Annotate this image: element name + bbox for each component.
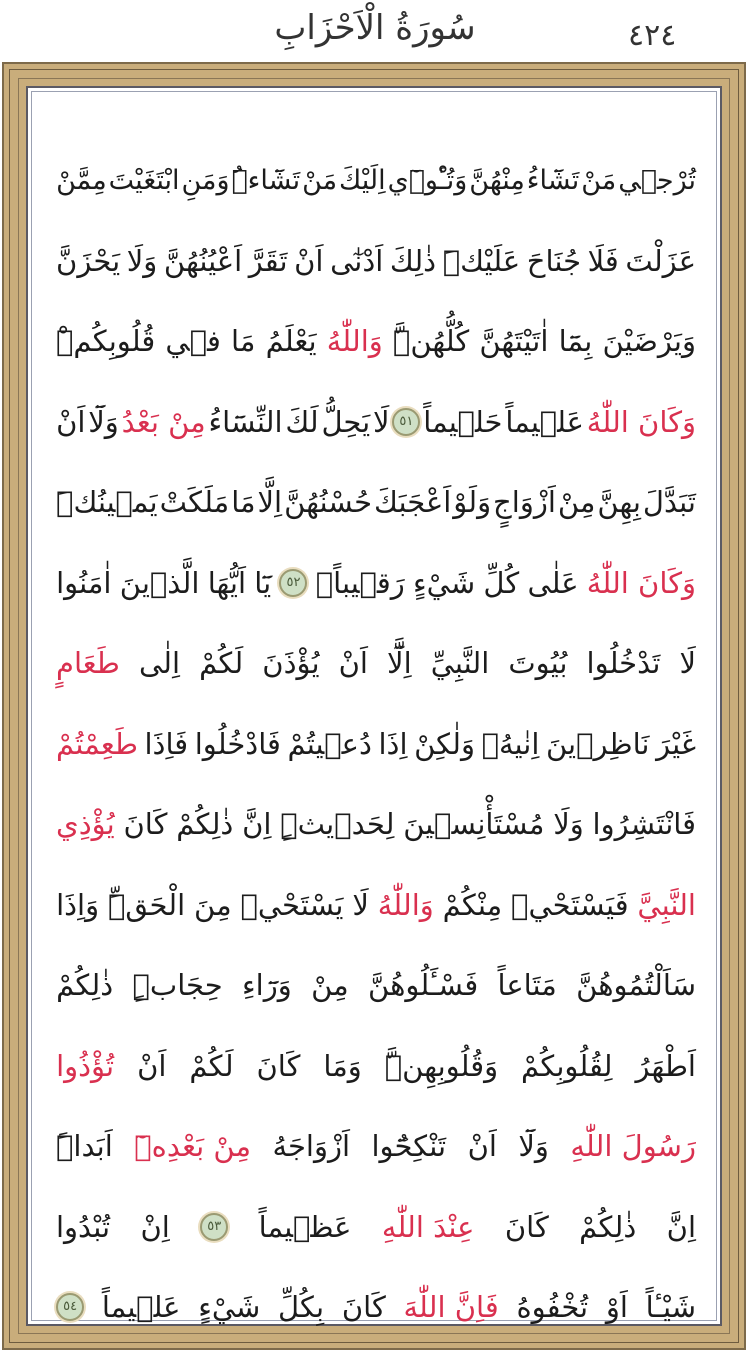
word: اَدْنٰٓى (330, 243, 384, 278)
word: اَنْ (294, 243, 324, 278)
word: الْحَقِّۜ (107, 887, 186, 922)
highlighted-word: النَّبِيَّ (637, 887, 696, 922)
ayah-number-marker: ٥٤ (56, 1293, 84, 1321)
highlighted-word: طَعِمْتُمْ (56, 726, 138, 761)
word: فَيَسْتَحْي۪ (511, 887, 629, 922)
word: مَنْ (302, 164, 338, 196)
word: مِنْكُمْ (442, 887, 503, 922)
word: تَنْكِحُٓوا (371, 1129, 447, 1164)
word: مَتَاعاً (497, 968, 557, 1003)
word: يَحْزَنَّ (56, 243, 121, 278)
word: شَيْـٔاً (645, 1290, 696, 1325)
word: تُخْفُوهُ (516, 1290, 589, 1325)
word: اَنْ (56, 404, 86, 439)
word: وَلَٓا (518, 1129, 549, 1164)
word: حِجَابٍۜ (132, 968, 223, 1003)
word: اَبَداًۜ (56, 1129, 113, 1164)
text-line (56, 140, 696, 221)
word: ذٰلِكُمْ (579, 1209, 637, 1244)
word: تَبَدَّلَ (642, 485, 696, 520)
ayah-number-marker: ٥٣ (200, 1213, 228, 1241)
word: اٰتَيْتَهُنَّ (479, 324, 549, 359)
word: تُرْج۪ي (618, 164, 696, 196)
page-number: ٤٢٤ (628, 18, 677, 53)
word: عَل۪يماً (101, 1290, 181, 1325)
word: اَنْ (338, 646, 368, 681)
word: وَلَا (126, 243, 158, 278)
word: كَانَ (341, 1290, 386, 1325)
word: لَكُمْ (199, 646, 244, 681)
word: لَكَ (285, 404, 319, 439)
word: كَانَ (123, 807, 168, 842)
text-line (56, 784, 696, 865)
word: وَاِذَا (56, 887, 100, 922)
word: عَل۪يماً (505, 404, 584, 439)
word: بِكُلِّ (278, 1290, 325, 1325)
word: يُؤْذَنَ (262, 646, 320, 681)
word: وَمَا (323, 1048, 362, 1083)
word: اِلٰى (138, 646, 181, 681)
word: لَا (373, 404, 390, 439)
word: قُلُوبِكُمْۜ (56, 324, 156, 359)
word: مِنْهُنَّ (469, 164, 525, 196)
word: بُيُوتَ (508, 646, 568, 681)
highlighted-word: طَعَامٍ (56, 646, 120, 681)
word: بِهِنَّ (597, 485, 641, 520)
word: عَزَلْتَ (625, 243, 696, 278)
word: كُلُّهُنَّۜ (392, 324, 470, 359)
word: حُسْنُهُنَّ (284, 485, 373, 520)
word: اَنْ (467, 1129, 497, 1164)
word: يَم۪ينُكَۜ (56, 485, 158, 520)
word: وَلٰكِنْ (414, 726, 475, 761)
word: وَتُـْٔو۪ٓي (387, 164, 468, 196)
text-line (56, 462, 696, 543)
word: بِمَٓا (558, 324, 593, 359)
word: ابْتَغَيْتَ (108, 164, 180, 196)
word: اَعْجَبَكَ (374, 485, 452, 520)
text-line (56, 301, 696, 382)
word: اَنْ (137, 1048, 167, 1083)
word: مَا (231, 485, 256, 520)
text-line (56, 945, 696, 1026)
word: مِنْ (557, 485, 596, 520)
word: تَشَٓاءُ (526, 164, 580, 196)
word: ذٰلِكَ (389, 243, 437, 278)
word: فَلَا (587, 243, 619, 278)
word: اَعْيُنُهُنَّ (163, 243, 243, 278)
word: كُلِّ (483, 565, 520, 600)
page-header (0, 0, 750, 62)
word: اَيُّهَا (207, 565, 247, 600)
word: اِنْ (140, 1209, 170, 1244)
word: لَكُمْ (189, 1048, 234, 1083)
word: شَيْءٍ (198, 1290, 261, 1325)
surah-title: سُورَةُ الْاَحْزَابِ (274, 8, 476, 48)
word: اٰمَنُوا (56, 565, 112, 600)
word: عَلَيْكَۜ (442, 243, 521, 278)
word: يَٓا (254, 565, 272, 600)
word: وَمَنِ (181, 164, 230, 196)
word: ذٰلِكُمْ (56, 968, 114, 1003)
text-line (56, 1026, 696, 1107)
word: مَلَكَتْ (159, 485, 230, 520)
word: فَسْـَٔلُوهُنَّ (368, 968, 479, 1003)
word: وَلَا (553, 807, 584, 842)
highlighted-word: يُؤْذِي (56, 807, 115, 842)
ayah-number-marker: ٥٢ (279, 569, 307, 597)
text-line (56, 865, 696, 946)
word: عَلٰى (527, 565, 579, 600)
word: وَيَرْضَيْنَ (602, 324, 696, 359)
word: عَظ۪يماً (258, 1209, 352, 1244)
text-line (56, 1187, 696, 1268)
text-line (56, 1267, 696, 1348)
highlighted-word: وَكَانَ اللّٰهُ (586, 565, 696, 600)
word: ذٰلِكُمْ (176, 807, 234, 842)
word: مَنْ (581, 164, 617, 196)
word: النَّبِيِّ (430, 646, 490, 681)
word: ف۪ي (165, 324, 221, 359)
word: وَلَوْ (453, 485, 492, 520)
quran-text-block (56, 140, 696, 1348)
word: اَطْهَرُ (635, 1048, 696, 1083)
word: حَل۪يماً (423, 404, 503, 439)
word: اِذَا (378, 726, 408, 761)
word: مَا (231, 324, 256, 359)
word: غَيْرَ (656, 726, 696, 761)
word: اِنَّ (242, 807, 272, 842)
word: مُسْتَأْنِس۪ينَ (403, 807, 545, 842)
word: فَادْخُلُوا (194, 726, 281, 761)
word: لَا (352, 887, 369, 922)
word: الَّذ۪ينَ (119, 565, 200, 600)
word: سَاَلْتُمُوهُنَّ (576, 968, 696, 1003)
highlighted-word: رَسُولَ اللّٰهِ (570, 1129, 696, 1164)
word: جُنَاحَ (526, 243, 582, 278)
highlighted-word: وَاللّٰهُ (326, 324, 383, 359)
word: رَق۪يباً۟ (315, 565, 405, 600)
highlighted-word: مِنْ بَعْدُ (121, 404, 206, 439)
word: وَقُلُوبِهِنَّۜ (384, 1048, 499, 1083)
word: لَا (679, 646, 696, 681)
highlighted-word: مِنْ بَعْدِه۪ٓ (134, 1129, 251, 1164)
word: نَاظِر۪ينَ (545, 726, 650, 761)
word: لِحَد۪يثٍۜ (280, 807, 395, 842)
word: كَانَ (504, 1209, 549, 1244)
word: تُبْدُوا (56, 1209, 111, 1244)
text-line (56, 221, 696, 302)
word: اَزْوَاجٍ (493, 485, 556, 520)
word: فَاِذَا (144, 726, 189, 761)
word: لِقُلُوبِكُمْ (521, 1048, 613, 1083)
word: اِنٰيهُۙ (481, 726, 540, 761)
word: يَعْلَمُ (265, 324, 317, 359)
highlighted-word: فَاِنَّ اللّٰهَ (403, 1290, 499, 1325)
word: فَانْتَشِرُوا (592, 807, 696, 842)
word: اَزْوَاجَهُ (272, 1129, 351, 1164)
word: كَانَ (256, 1048, 301, 1083)
word: دُع۪يتُمْ (287, 726, 372, 761)
word: وَرَٓاءِ (242, 968, 292, 1003)
word: تَقَرَّ (248, 243, 288, 278)
word: مِمَّنْ (56, 164, 107, 196)
word: شَيْءٍ (413, 565, 476, 600)
word: اِلَّا (257, 485, 283, 520)
word: اِلَيْكَ (339, 164, 386, 196)
highlighted-word: تُؤْذُوا (56, 1048, 115, 1083)
word: اِلَّٓا (387, 646, 412, 681)
word: تَشَٓاءُۜ (231, 164, 301, 196)
word: اَوْ (605, 1290, 628, 1325)
text-line (56, 623, 696, 704)
ayah-number-marker: ٥١ (392, 408, 420, 436)
word: تَدْخُلُوا (586, 646, 661, 681)
word: يَسْتَحْي۪ (240, 887, 344, 922)
word: اِنَّ (666, 1209, 696, 1244)
highlighted-word: عِنْدَ اللّٰهِ (381, 1209, 475, 1244)
highlighted-word: وَاللّٰهُ (377, 887, 434, 922)
text-line (56, 1106, 696, 1187)
word: وَلَٓا (88, 404, 119, 439)
text-line (56, 382, 696, 463)
text-line (56, 543, 696, 624)
highlighted-word: وَكَانَ اللّٰهُ (586, 404, 696, 439)
word: مِنَ (194, 887, 232, 922)
text-line (56, 704, 696, 785)
word: النِّسَٓاءُ (208, 404, 283, 439)
word: مِنْ (311, 968, 349, 1003)
word: يَحِلُّ (321, 404, 371, 439)
